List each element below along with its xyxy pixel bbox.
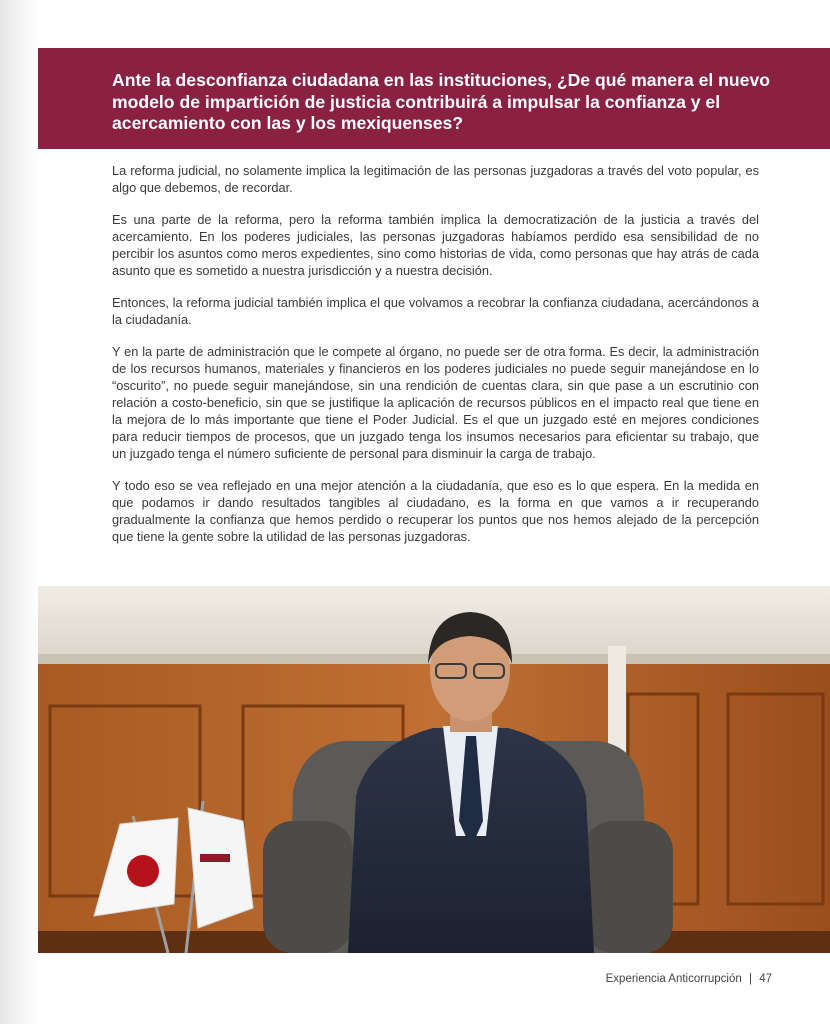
answer-body	[112, 162, 759, 560]
page-number: 47	[759, 973, 772, 985]
armchair-left-arm	[263, 821, 353, 953]
page-footer	[606, 973, 772, 985]
paragraph: Es una parte de la reforma, pero la reforma también implica la democratización de la justicia a través del acercamiento. En los poderes judiciales, las personas juzgadoras habíamos perdido esa sensibilidad de no percibir los asuntos como meros expedientes, sino como historias de vida, como personas que hay atrás de cada asunto que es sometido a nuestra jurisdicción y a nuestra decisión.	[112, 212, 759, 278]
paragraph: Y en la parte de administración que le compete al órgano, no puede ser de otra forma. Es decir, la administración de los recursos humanos, materiales y financieros en los poderes judiciales no puede seguir manejándose en lo “oscurito”, no puede seguir manejándose, sin una rendición de cuentas clara, sin que pase a un escrutinio con relación a costo-beneficio, sin que se justifique la aplicación de recursos públicos en el impacto real que tiene en la mejora de lo más importante que tiene el Poder Judicial. Es el que un juzgado esté en mejores condiciones para reducir tiempos de procesos, que un juzgado tenga los insumos necesarios para eficientar su trabajo, que un juzgado tenga el número suficiente de personal para disminuir la carga de trabajo.	[112, 344, 759, 461]
paragraph: Entonces, la reforma judicial también implica el que volvamos a recobrar la confianza ciudadana, acercándonos a la ciudadanía.	[112, 295, 759, 327]
armchair-right-arm	[583, 821, 673, 953]
portrait-photo	[38, 586, 830, 953]
portrait-illustration	[38, 586, 830, 953]
question-heading: Ante la desconfianza ciudadana en las instituciones, ¿De qué manera el nuevo modelo de impartición de justicia contribuirá a impulsar la confianza y el acercamiento con las y los mexiquenses?	[112, 70, 770, 133]
page-spine-shadow	[0, 0, 40, 1024]
judicial-flag	[188, 808, 253, 928]
judicial-flag-logo-text	[200, 854, 230, 862]
publication-name: Experiencia Anticorrupción	[605, 973, 742, 985]
state-emblem-icon	[127, 855, 159, 887]
paragraph: La reforma judicial, no solamente implica la legitimación de las personas juzgadoras a través del voto popular, es algo que debemos, de recordar.	[112, 163, 759, 195]
footer-separator: |	[749, 973, 752, 985]
paragraph: Y todo eso se vea reflejado en una mejor atención a la ciudadanía, que eso es lo que espera. En la medida en que podamos ir dando resultados tangibles al ciudadano, es la forma en que vamos a ir recuperando gradualmente la confianza que hemos perdido o recuperar los puntos que nos hemos alejado de la percepción que tiene la gente sobre la utilidad de las personas juzgadoras.	[112, 478, 759, 544]
